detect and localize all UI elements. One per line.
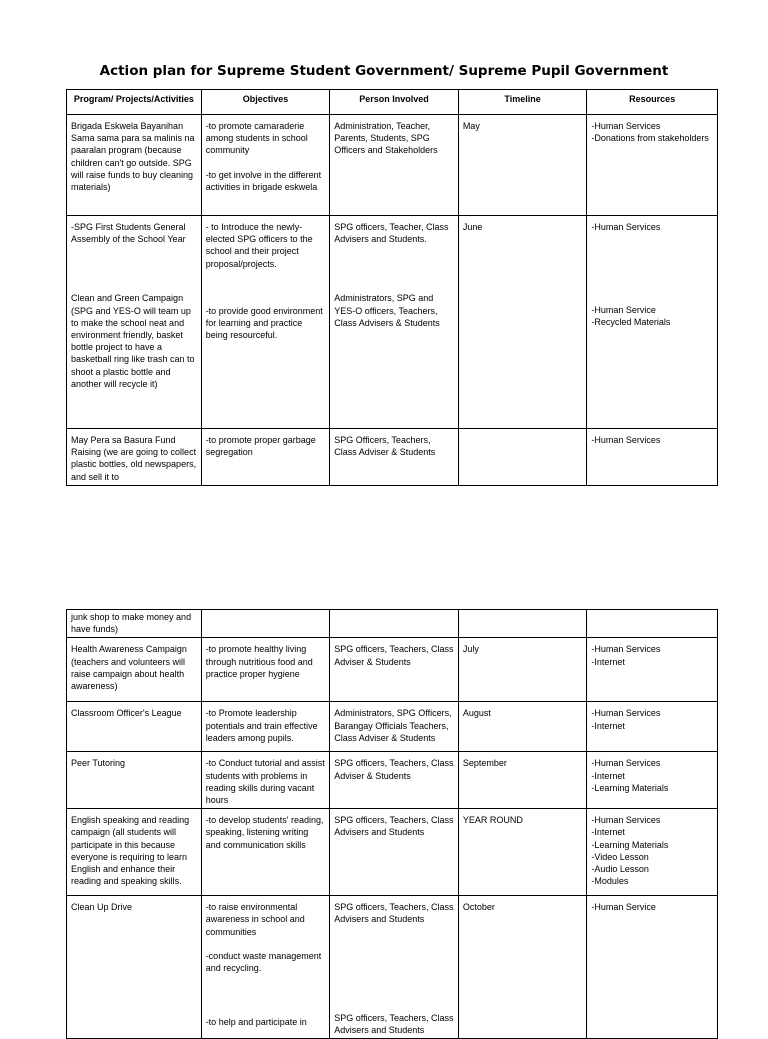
timeline-cell: May [458,115,587,216]
resource-item: -Learning Materials [591,839,669,850]
action-plan-table-1 [66,89,718,486]
resources-cell: -Human Services [587,429,718,486]
page-title: Action plan for Supreme Student Government/ Supreme Pupil Government [99,63,669,79]
table-row [67,702,718,752]
resources-cell [587,702,718,752]
resource-item: -Modules [591,876,629,887]
objectives-cell: -to promote proper garbage segregation [201,429,330,486]
person-cell: SPG Officers, Teachers, Class Adviser & Students [330,429,459,486]
objective-text: -to raise environmental awareness in school and communities [205,902,305,937]
timeline-cell: September [458,752,587,809]
program-cell: Classroom Officer's League [67,702,202,752]
person-cell: SPG officers, Teachers, Class Adviser & Students [330,752,459,809]
resource-item: -Internet [591,827,625,838]
program-cell: Brigada Eskwela Bayanihan Sama sama para sa malinis na paaralan program (because children can't go outside. SPG will raise funds to buy cleaning materials) [67,115,202,216]
resources-cell: -Human Service [587,896,718,1039]
objectives-cell: -to develop students' reading, speaking, listening writing and communication skills [201,809,330,896]
program-cell: Health Awareness Campaign (teachers and volunteers will raise campaign about health awareness) [67,638,202,702]
person-text: SPG officers, Teachers, Class Advisers and Students [334,902,454,925]
program-cell: junk shop to make money and have funds) [67,610,202,638]
objective-text: -to provide good environment for learning and practice being resourceful. [205,305,323,341]
objective-text: -to get involve in the different activities in brigade eskwela [205,169,322,192]
person-cell: Administration, Teacher, Parents, Students, SPG Officers and Stakeholders [330,115,459,216]
program-text: Clean and Green Campaign (SPG and YES-O will team up to make the school neat and environment friendly, basket bottle project to have a basketball ring like trash can to shoot a plastic bottle and another will recycle it) [71,293,195,389]
timeline-cell [458,429,587,486]
objectives-cell: -to Promote leadership potentials and train effective leaders among pupils. [201,702,330,752]
resources-cell [587,216,718,429]
timeline-cell: YEAR ROUND [458,809,587,896]
person-text: SPG officers, Teacher, Class Advisers and Students. [334,222,449,245]
table-row [67,216,718,429]
resource-item: -Recycled Materials [591,317,671,328]
timeline-cell: August [458,702,587,752]
resource-item: -Video Lesson [591,851,649,862]
resource-item: -Human Services [591,121,661,131]
person-text: SPG officers, Teachers, Class Advisers and Students [334,1012,454,1035]
resource-item: -Donations from stakeholders [591,133,709,144]
person-cell: SPG officers, Teachers, Class Advisers and Students [330,809,459,896]
objectives-cell: -to Conduct tutorial and assist students with problems in reading skills during vacant hours [201,752,330,809]
timeline-cell: October [458,896,587,1039]
header-person-involved: Person Involved [330,90,459,115]
objective-text: -to help and participate in [205,1017,307,1028]
objective-text: -conduct waste management and recycling. [205,950,322,974]
resources-cell [587,809,718,896]
header-row [67,90,718,115]
objective-text: -to promote camaraderie among students in school community [205,121,308,156]
program-cell: Clean Up Drive [67,896,202,1039]
header-timeline: Timeline [458,90,587,115]
resource-item: -Internet [591,656,625,667]
resource-item: -Internet [591,770,625,781]
objectives-cell: -to promote healthy living through nutritious food and practice proper hygiene [201,638,330,702]
program-cell: May Pera sa Basura Fund Raising (we are going to collect plastic bottles, old newspapers, and sell it to [67,429,202,486]
objectives-cell [201,216,330,429]
resource-item: -Human Services [591,644,661,655]
person-cell [330,896,459,1039]
person-cell: Administrators, SPG Officers, Barangay Officials Teachers, Class Adviser & Students [330,702,459,752]
resources-cell [587,752,718,809]
resource-item: -Human Service [591,305,656,316]
action-plan-table-2 [66,609,718,1039]
program-cell [67,216,202,429]
table-row [67,896,718,1039]
objectives-cell [201,115,330,216]
resource-item: -Internet [591,720,625,731]
person-cell: SPG officers, Teachers, Class Adviser & Students [330,638,459,702]
program-text: -SPG First Students General Assembly of the School Year [71,222,186,245]
table-row [67,610,718,638]
timeline-cell: July [458,638,587,702]
resources-cell [587,638,718,702]
table-row [67,752,718,809]
resource-item: -Human Services [591,758,661,769]
timeline-cell: June [458,216,587,429]
table-row [67,115,718,216]
header-objectives: Objectives [201,90,330,115]
table-row [67,429,718,486]
header-resources: Resources [587,90,718,115]
resource-item: -Audio Lesson [591,864,649,875]
person-text: Administrators, SPG and YES-O officers, Teachers, Class Advisers & Students [334,293,440,328]
resource-item: -Human Services [591,708,661,719]
resource-item: -Human Services [591,222,661,232]
objectives-cell [201,896,330,1039]
person-cell [330,216,459,429]
table-row [67,809,718,896]
table-row [67,638,718,702]
resource-item: -Human Services [591,815,661,826]
program-cell: English speaking and reading campaign (all students will participate in this because everyone is requiring to learn English and enhance their reading and speaking skills. [67,809,202,896]
resources-cell [587,115,718,216]
resource-item: -Learning Materials [591,782,669,793]
header-program: Program/ Projects/Activities [67,90,202,115]
objective-text: - to Introduce the newly-elected SPG officers to the school and their project proposal/projects. [205,222,313,269]
program-cell: Peer Tutoring [67,752,202,809]
